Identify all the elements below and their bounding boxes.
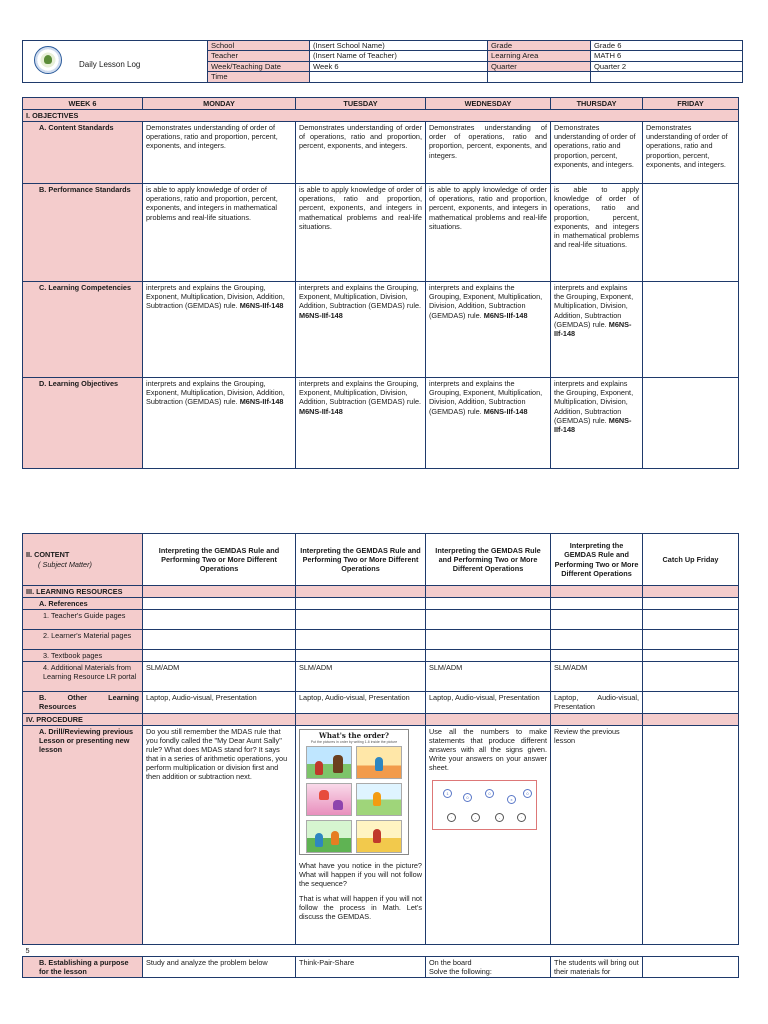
purpose-label: B. Establishing a purpose for the lesson [23, 956, 143, 977]
school-info-table [22, 40, 743, 83]
drill-review-tue [296, 725, 426, 944]
objective-text: interprets and explains the Grouping, Exponent, Multiplication, Division, Addition, Subtraction (GEMDAS) rule. [146, 379, 285, 407]
time-label: Time [208, 72, 310, 82]
learning-competencies-thu [551, 282, 643, 378]
objective-text: interprets and explains the Grouping, Exponent, Multiplication, Division, Addition, Subtraction (GEMDAS) rule. [429, 379, 543, 416]
other-resources-tue: Laptop, Audio-visual, Presentation [296, 692, 426, 713]
content-label: II. CONTENT [26, 550, 70, 560]
other-resources-wed: Laptop, Audio-visual, Presentation [426, 692, 551, 713]
objective-text: interprets and explains the Grouping, Exponent, Multiplication, Division, Addition, Subtraction (GEMDAS) rule. [554, 379, 634, 425]
other-resources-mon: Laptop, Audio-visual, Presentation [143, 692, 296, 713]
content-topic-tue: Interpreting the GEMDAS Rule and Performing Two or More Different Operations [296, 534, 426, 586]
purpose-mon: Study and analyze the problem below [143, 956, 296, 977]
additional-materials-wed: SLM/ADM [426, 662, 551, 692]
week-header: WEEK 6 [23, 98, 143, 110]
learners-material-label: 2. Learner's Material pages [23, 630, 143, 650]
other-resources-label: B. Other Learning Resources [23, 692, 143, 713]
purpose-tue: Think-Pair-Share [296, 956, 426, 977]
tuesday-header: TUESDAY [296, 98, 426, 110]
performance-standards-mon: is able to apply knowledge of order of operations, ratio and proportion, percent, exponents, and integers in mathematical problems and real-life situations. [143, 184, 296, 282]
objectives-table [22, 97, 739, 469]
purpose-wed-line1: On the board [429, 957, 472, 967]
teacher-label: Teacher [208, 51, 310, 61]
sequence-picture [306, 783, 352, 816]
content-standards-mon: Demonstrates understanding of order of operations, ratio and proportion, percent, exponents, and integers. [143, 122, 296, 184]
logo-cell [23, 41, 208, 83]
school-value: (Insert School Name) [310, 41, 488, 51]
additional-materials-mon: SLM/ADM [143, 662, 296, 692]
grade-value: Grade 6 [591, 41, 743, 51]
thursday-header: THURSDAY [551, 98, 643, 110]
picture-explanation: That is what will happen if you will not follow the process in Math. Let's discuss the GEMDAS. [299, 893, 422, 922]
week-date-value: Week 6 [310, 61, 488, 71]
content-standards-thu: Demonstrates understanding of order of operations, ratio and proportion, percent, exponents, and integers. [551, 122, 643, 184]
sequence-picture [306, 746, 352, 779]
quarter-value: Quarter 2 [591, 61, 743, 71]
quarter-label: Quarter [488, 61, 591, 71]
image-title: What's the order? [319, 730, 389, 740]
sequence-picture [356, 783, 402, 816]
learning-area-label: Learning Area [488, 51, 591, 61]
performance-standards-fri [643, 184, 739, 282]
empty-cell [591, 72, 743, 82]
stray-mark: 5 [23, 944, 739, 956]
monday-header: MONDAY [143, 98, 296, 110]
textbook-label: 3. Textbook pages [23, 650, 143, 662]
content-topic-thu: Interpreting the GEMDAS Rule and Performing Two or More Different Operations [551, 534, 643, 586]
resources-section-title: III. LEARNING RESOURCES [23, 586, 143, 598]
learning-objectives-thu [551, 378, 643, 469]
learning-area-value: MATH 6 [591, 51, 743, 61]
performance-standards-thu: is able to apply knowledge of order of operations, ratio and proportion, percent, exponents, and integers in mathematical problems and real-life situations. [551, 184, 643, 282]
learning-competencies-label: C. Learning Competencies [23, 282, 143, 378]
drill-review-thu: Review the previous lesson [551, 725, 643, 944]
additional-materials-tue: SLM/ADM [296, 662, 426, 692]
teacher-value: (Insert Name of Teacher) [310, 51, 488, 61]
subject-matter-label: ( Subject Matter) [38, 559, 92, 569]
sequence-picture [356, 820, 402, 853]
learning-objectives-mon [143, 378, 296, 469]
purpose-thu: The students will bring out their materials for [551, 956, 643, 977]
objective-code: M6NS-IIf-148 [239, 397, 284, 407]
competency-code: M6NS-IIf-148 [554, 319, 632, 338]
objective-code: M6NS-IIf-148 [554, 415, 632, 434]
numbers-activity-text: Use all the numbers to make statements that produce different answers with all the signs given. Write your answers on your answer sheet. [429, 726, 547, 773]
purpose-wed-line2: Solve the following: [429, 966, 492, 976]
competency-text: interprets and explains the Grouping, Exponent, Multiplication, Division, Addition, Subtraction (GEMDAS) rule. [429, 283, 543, 320]
competency-text: interprets and explains the Grouping, Exponent, Multiplication, Division, Addition, Subtraction (GEMDAS) rule. [299, 283, 422, 311]
additional-materials-thu: SLM/ADM [551, 662, 643, 692]
procedure-section-title: IV. PROCEDURE [23, 713, 143, 725]
purpose-wed [426, 956, 551, 977]
drill-review-wed [426, 725, 551, 944]
content-label-cell [23, 534, 143, 586]
learning-objectives-fri [643, 378, 739, 469]
document-title: Daily Lesson Log [79, 60, 141, 69]
learning-competencies-fri [643, 282, 739, 378]
objective-code: M6NS-IIf-148 [483, 406, 528, 416]
content-standards-label: A. Content Standards [23, 122, 143, 184]
competency-text: interprets and explains the Grouping, Exponent, Multiplication, Division, Addition, Subtraction (GEMDAS) rule. [146, 283, 285, 311]
content-standards-wed: Demonstrates understanding of order of operations, ratio and proportion, percent, exponents, and integers. [426, 122, 551, 184]
performance-standards-tue: is able to apply knowledge of order of operations, ratio and proportion, percent, exponents, and integers in mathematical problems and real-life situations. [296, 184, 426, 282]
friday-header: FRIDAY [643, 98, 739, 110]
image-subtitle: Put the pictures in order by writing 1-6 inside the picture [310, 740, 398, 745]
additional-materials-label: 4. Additional Materials from Learning Resource LR portal [23, 662, 143, 692]
learning-competencies-tue [296, 282, 426, 378]
objective-code: M6NS-IIf-148 [299, 406, 343, 416]
school-label: School [208, 41, 310, 51]
learning-competencies-wed [426, 282, 551, 378]
performance-standards-wed: is able to apply knowledge of order of operations, ratio and proportion, percent, exponents, and integers in mathematical problems and real-life situations. [426, 184, 551, 282]
learning-objectives-tue [296, 378, 426, 469]
catch-up-friday: Catch Up Friday [643, 534, 739, 586]
sequence-picture [306, 820, 352, 853]
drill-review-label: A. Drill/Reviewing previous Lesson or presenting new lesson [23, 725, 143, 944]
time-value [310, 72, 488, 82]
empty-cell [488, 72, 591, 82]
content-topic-wed: Interpreting the GEMDAS Rule and Performing Two or More Different Operations [426, 534, 551, 586]
picture-question: What have you notice in the picture? What will happen if you will not follow the sequence? [299, 860, 422, 888]
competency-code: M6NS-IIf-148 [239, 301, 284, 311]
lesson-details-table [22, 533, 739, 978]
numbers-signs-image: 1 0 0 x 0 · - - · [432, 780, 537, 830]
competency-text: interprets and explains the Grouping, Exponent, Multiplication, Division, Addition, Subtraction (GEMDAS) rule. [554, 283, 634, 329]
objectives-section-title: I. OBJECTIVES [23, 110, 739, 122]
content-standards-fri: Demonstrates understanding of order of operations, ratio and proportion, percent, exponents, and integers. [643, 122, 739, 184]
teachers-guide-label: 1. Teacher's Guide pages [23, 610, 143, 630]
learning-objectives-label: D. Learning Objectives [23, 378, 143, 469]
other-resources-thu: Laptop, Audio-visual, Presentation [551, 692, 643, 713]
week-date-label: Week/Teaching Date [208, 61, 310, 71]
references-label: A. References [23, 598, 143, 610]
whats-the-order-image [299, 729, 409, 855]
performance-standards-label: B. Performance Standards [23, 184, 143, 282]
objective-text: interprets and explains the Grouping, Exponent, Multiplication, Division, Addition, Subtraction (GEMDAS) rule. [299, 379, 422, 407]
learning-competencies-mon [143, 282, 296, 378]
drill-review-mon: Do you still remember the MDAS rule that you fondly called the "My Dear Aunt Sally" rule? What does MDAS stand for? It says that in a series of arithmetic operations, you perform multiplication or division first and then addition or subtraction next. [143, 725, 296, 944]
learning-objectives-wed [426, 378, 551, 469]
competency-code: M6NS-IIf-148 [483, 310, 528, 320]
competency-code: M6NS-IIf-148 [299, 310, 343, 320]
wednesday-header: WEDNESDAY [426, 98, 551, 110]
content-topic-mon: Interpreting the GEMDAS Rule and Performing Two or More Different Operations [143, 534, 296, 586]
content-standards-tue: Demonstrates understanding of order of operations, ratio and proportion, percent, exponents, and integers. [296, 122, 426, 184]
sequence-picture [356, 746, 402, 779]
grade-label: Grade [488, 41, 591, 51]
